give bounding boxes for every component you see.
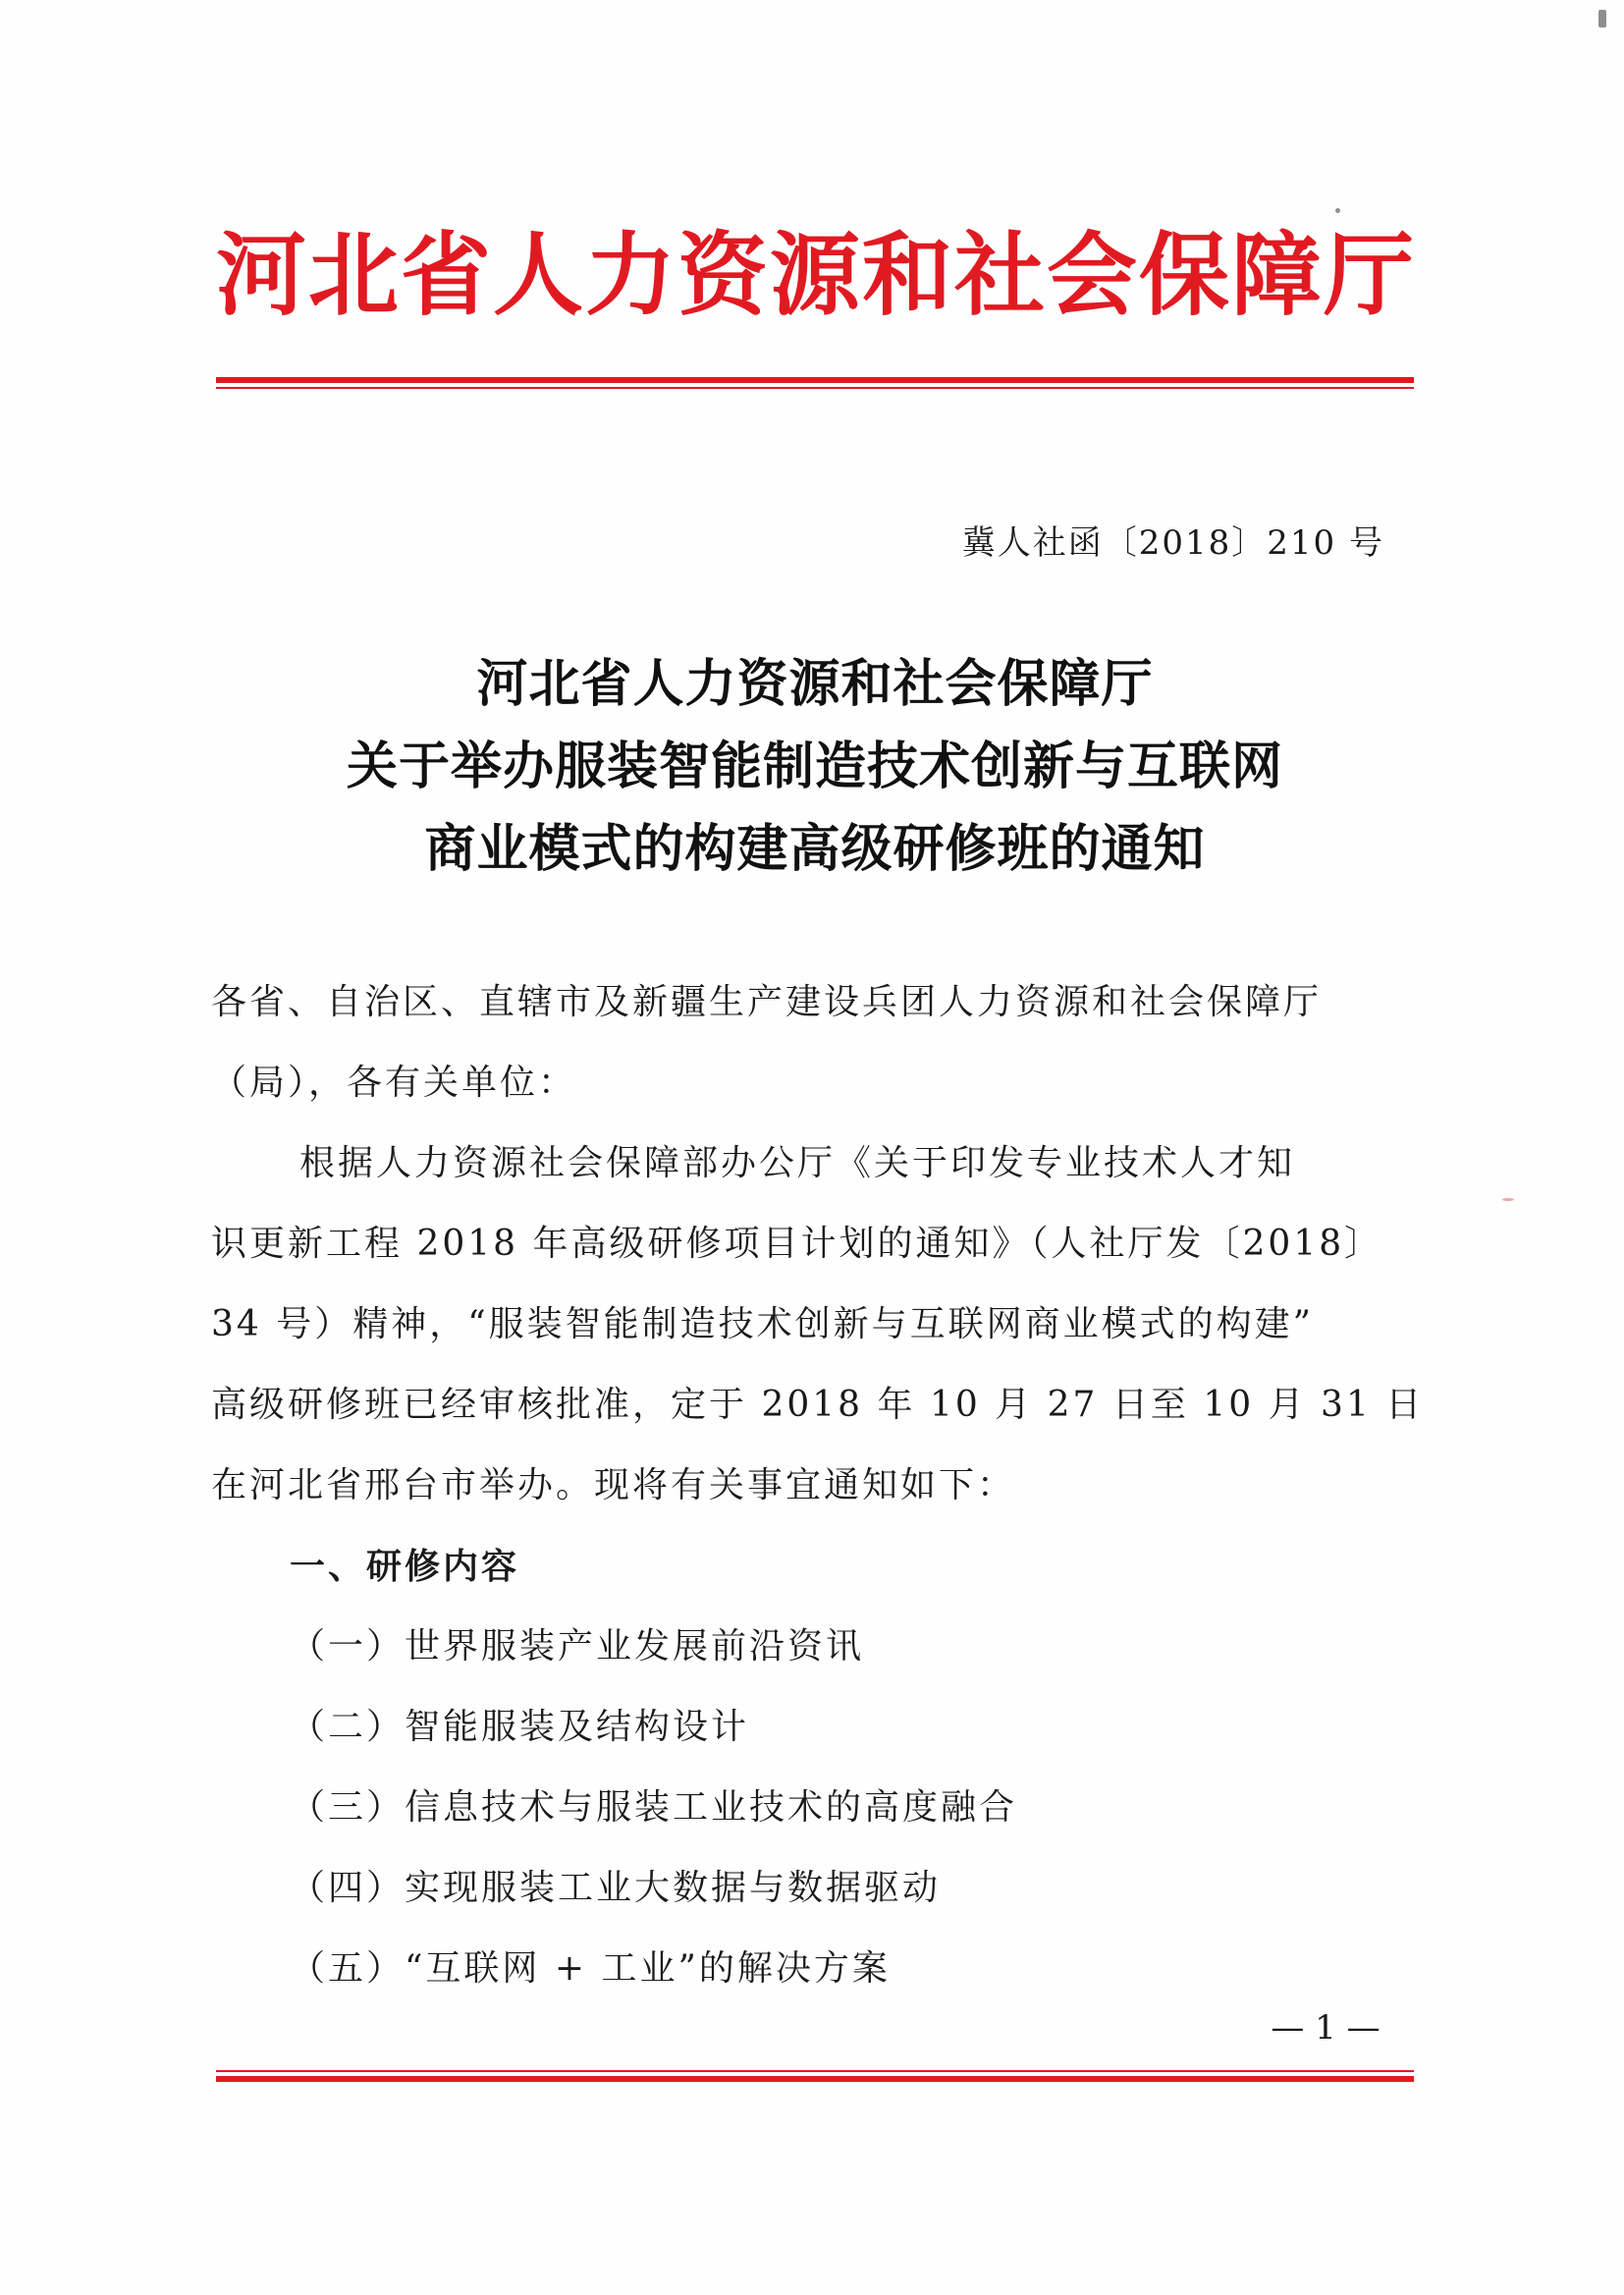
body-paragraph-line: 34 号）精神，“服装智能制造技术创新与互联网商业模式的构建”	[211, 1304, 1315, 1344]
document-body	[211, 962, 1425, 2009]
document-title	[216, 643, 1414, 891]
body-paragraph-line: 根据人力资源社会保障部办公厅《关于印发专业技术人才知	[299, 1143, 1296, 1183]
recipients-line: （局），各有关单位：	[211, 1063, 577, 1103]
title-line-3: 商业模式的构建高级研修班的通知	[424, 819, 1206, 879]
red-rule-thick-line	[216, 377, 1414, 383]
list-item: （一）世界服装产业发展前沿资讯	[290, 1626, 865, 1667]
list-item: （二）智能服装及结构设计	[290, 1707, 750, 1747]
body-paragraph-line: 在河北省邢台市举办。现将有关事宜通知如下：	[211, 1465, 1016, 1505]
section-heading: 一、研修内容	[290, 1546, 520, 1587]
scan-speck	[1502, 1198, 1514, 1201]
recipients-line: 各省、自治区、直辖市及新疆生产建设兵团人力资源和社会保障厅	[211, 982, 1323, 1022]
organization-header: 河北省人力资源和社会保障厅	[216, 222, 1417, 328]
header-red-rule	[216, 377, 1414, 391]
list-item: （五）“互联网 + 工业”的解决方案	[290, 1948, 891, 1989]
list-item: （三）信息技术与服装工业技术的高度融合	[290, 1787, 1018, 1828]
scan-speck	[1598, 10, 1606, 27]
red-rule-thin-line	[216, 387, 1414, 389]
body-paragraph-line: 识更新工程 2018 年高级研修项目计划的通知》（人社厅发〔2018〕	[211, 1224, 1383, 1264]
list-item: （四）实现服装工业大数据与数据驱动	[290, 1868, 942, 1908]
document-number: 冀人社函〔2018〕210 号	[961, 523, 1384, 563]
title-line-2: 关于举办服装智能制造技术创新与互联网	[346, 737, 1283, 796]
body-paragraph-line: 高级研修班已经审核批准，定于 2018 年 10 月 27 日至 10 月 31 日	[211, 1385, 1425, 1425]
title-line-1: 河北省人力资源和社会保障厅	[476, 654, 1154, 714]
page-number: — 1 —	[1271, 2008, 1380, 2048]
footer-red-rule	[216, 2070, 1414, 2086]
red-rule-thin-line	[216, 2070, 1414, 2072]
scan-speck	[1335, 208, 1340, 213]
red-rule-thick-line	[216, 2076, 1414, 2082]
